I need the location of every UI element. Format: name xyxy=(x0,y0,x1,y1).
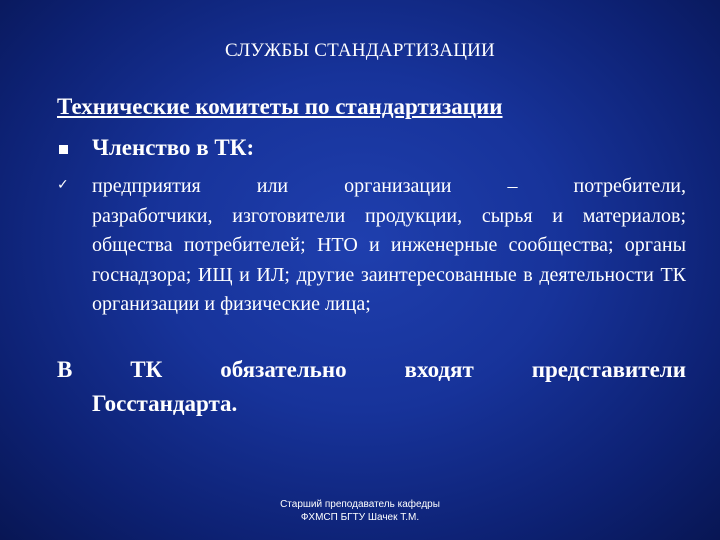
slide-title: СЛУЖБЫ СТАНДАРТИЗАЦИИ xyxy=(225,40,495,61)
statement-word: ТК xyxy=(130,357,163,382)
footer-line-1: Старший преподаватель кафедры xyxy=(280,499,440,510)
statement-word: В xyxy=(57,357,73,382)
subtitle: Технические комитеты по стандартизации xyxy=(57,94,503,119)
check-paragraph-line-1: предприятия или организации – потребители, xyxy=(92,175,686,197)
footer-line-2: ФХМСП БГТУ Шачек Т.М. xyxy=(300,512,420,523)
check-paragraph xyxy=(92,172,686,320)
square-bullet-icon xyxy=(59,145,68,154)
statement xyxy=(57,353,686,421)
statement-word: обязательно xyxy=(220,357,347,382)
check-paragraph-rest: разработчики, изготовители продукции, сырья и материалов; общества потребителей; НТО и инженерные сообщества; органы госнадзора; ИЩ и ИЛ; другие заинтересованные в деятельности ТК организации и физические лица; xyxy=(92,204,686,315)
checkmark-icon: ✓ xyxy=(57,177,69,193)
statement-word: представители xyxy=(531,357,686,382)
bullet-heading: Членство в ТК: xyxy=(92,135,255,160)
statement-line-2: Госстандарта. xyxy=(92,391,238,416)
statement-word: входят xyxy=(404,357,474,382)
footer xyxy=(0,498,720,524)
